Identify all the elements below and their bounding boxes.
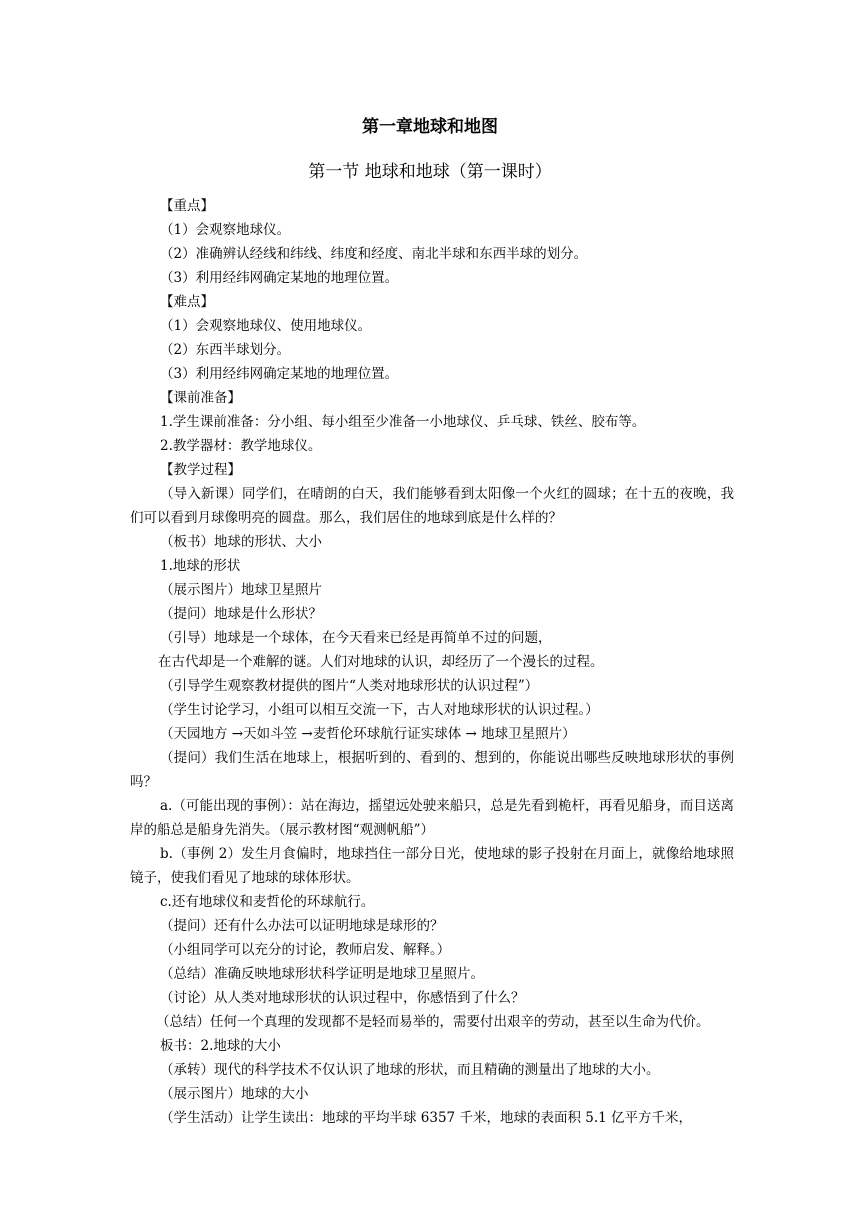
paragraph: a.（可能出现的事例）：站在海边，摇望远处驶来船只，总是先看到桅杆，再看见船身，而目送离岸的船总是船身先消失。（展示教材图“观测帆船”） [130, 798, 734, 838]
paragraph: （1）会观察地球仪、使用地球仪。 [160, 318, 372, 334]
paragraph: （小组同学可以充分的讨论，教师启发、解释。） [160, 942, 451, 958]
paragraph: 1.学生课前准备：分小组、每小组至少准备一小地球仪、乒乓球、铁丝、胶布等。 [160, 414, 646, 430]
paragraph: （板书）地球的形状、大小 [160, 534, 322, 550]
paragraph: 【重点】 [160, 198, 214, 214]
paragraph: （2）准确辨认经线和纬线、纬度和经度、南北半球和东西半球的划分。 [160, 246, 588, 262]
paragraph: （天园地方 →天如斗笠 →麦哲伦环球航行证实球体 → 地球卫星照片） [160, 726, 576, 742]
paragraph: （学生讨论学习，小组可以相互交流一下，古人对地球形状的认识过程。） [160, 702, 599, 718]
paragraph: 【课前准备】 [160, 390, 241, 406]
paragraph: （3）利用经纬网确定某地的地理位置。 [160, 366, 399, 382]
paragraph: 在古代却是一个难解的谜。人们对地球的认识，却经历了一个漫长的过程。 [158, 654, 604, 670]
paragraph: 2.教学器材：教学地球仪。 [160, 438, 322, 454]
paragraph: 【教学过程】 [160, 462, 241, 478]
paragraph: （2）东西半球划分。 [160, 342, 291, 358]
paragraph: （1）会观察地球仪。 [160, 222, 291, 238]
paragraph: （提问）地球是什么形状？ [160, 606, 322, 622]
paragraph: （提问）还有什么办法可以证明地球是球形的？ [160, 918, 444, 934]
paragraph: （导入新课）同学们，在晴朗的白天，我们能够看到太阳像一个火红的圆球；在十五的夜晚，我们可以看到月球像明亮的圆盘。那么，我们居住的地球到底是什么样的？ [130, 486, 734, 526]
paragraph: （学生活动）让学生读出：地球的平均半球 6357 千米，地球的表面积 5.1 亿平方千米， [160, 1110, 692, 1126]
paragraph: 【难点】 [160, 294, 214, 310]
paragraph: （展示图片）地球卫星照片 [160, 582, 322, 598]
paragraph: （引导）地球是一个球体，在今天看来已经是再简单不过的问题， [160, 630, 552, 646]
paragraph: （总结）任何一个真理的发现都不是轻而易举的，需要付出艰辛的劳动，甚至以生命为代价。 [156, 1014, 710, 1030]
paragraph: （总结）准确反映地球形状科学证明是地球卫星照片。 [160, 966, 484, 982]
document-body [130, 194, 734, 1130]
paragraph: （3）利用经纬网确定某地的地理位置。 [160, 270, 399, 286]
paragraph: （展示图片）地球的大小 [160, 1086, 309, 1102]
paragraph: c.还有地球仪和麦哲伦的环球航行。 [160, 894, 375, 910]
paragraph: （讨论）从人类对地球形状的认识过程中，你感悟到了什么？ [160, 990, 525, 1006]
paragraph: （引导学生观察教材提供的图片“人类对地球形状的认识过程”） [160, 678, 539, 694]
paragraph: （承转）现代的科学技术不仅认识了地球的形状，而且精确的测量出了地球的大小。 [160, 1062, 660, 1078]
paragraph: b.（事例 2）发生月食偏时，地球挡住一部分日光，使地球的影子投射在月面上，就像给地球照镜子，使我们看见了地球的球体形状。 [130, 846, 734, 886]
paragraph: 1.地球的形状 [160, 558, 241, 574]
section-title: 第一节 地球和地球（第一课时） [308, 162, 552, 182]
chapter-title: 第一章地球和地图 [362, 117, 498, 137]
paragraph: 板书：2.地球的大小 [160, 1038, 281, 1054]
paragraph: （提问）我们生活在地球上，根据听到的、看到的、想到的，你能说出哪些反映地球形状的事例吗？ [130, 750, 734, 790]
